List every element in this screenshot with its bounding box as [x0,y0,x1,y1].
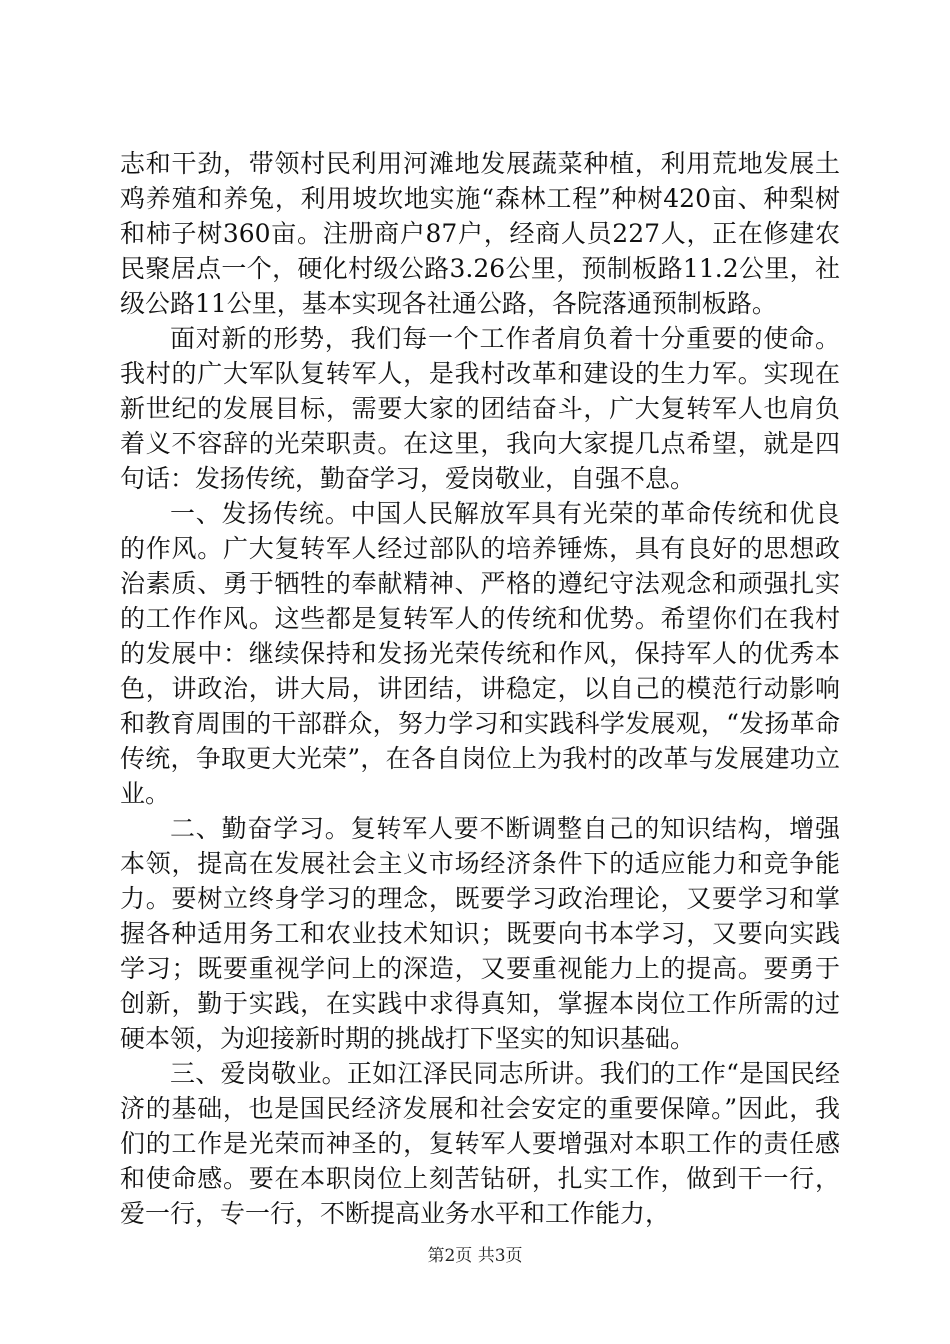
paragraph-study: 二、勤奋学习。复转军人要不断调整自己的知识结构，增强本领，提高在发展社会主义市场经济条件下的适应能力和竞争能力。要树立终身学习的理念，既要学习政治理论，又要学习和掌握各种适用务工和农业技术知识；既要向书本学习，又要向实践学习；既要重视学问上的深造，又要重视能力上的提高。要勇于创新，勤于实践，在实践中求得真知，掌握本岗位工作所需的过硬本领，为迎接新时期的挑战打下坚实的知识基础。 [120,814,840,1053]
paragraph-mission: 面对新的形势，我们每一个工作者肩负着十分重要的使命。我村的广大军队复转军人，是我村改革和建设的生力军。实现在新世纪的发展目标，需要大家的团结奋斗，广大复转军人也肩负着义不容辞的光荣职责。在这里，我向大家提几点希望，就是四句话：发扬传统，勤奋学习，爱岗敬业，自强不息。 [120,324,840,493]
page-number-footer: 第2页 共3页 [427,1246,523,1266]
paragraph-dedication: 三、爱岗敬业。正如江泽民同志所讲。我们的工作“是国民经济的基础，也是国民经济发展和社会安定的重要保障。”因此，我们的工作是光荣而神圣的，复转军人要增强对本职工作的责任感和使命感。要在本职岗位上刻苦钻研，扎实工作，做到干一行，爱一行，专一行，不断提高业务水平和工作能力， [120,1059,840,1228]
paragraph-continuation: 志和干劲，带领村民利用河滩地发展蔬菜种植，利用荒地发展土鸡养殖和养兔，利用坡坎地实施“森林工程”种树420亩、种梨树和柿子树360亩。注册商户87户，经商人员227人，正在修建农民聚居点一个，硬化村级公路3.26公里，预制板路11.2公里，社级公路11公里，基本实现各社通公路，各院落通预制板路。 [120,149,840,318]
document-body [120,146,840,1231]
paragraph-tradition: 一、发扬传统。中国人民解放军具有光荣的革命传统和优良的作风。广大复转军人经过部队的培养锤炼，具有良好的思想政治素质、勇于牺牲的奉献精神、严格的遵纪守法观念和顽强扎实的工作作风。这些都是复转军人的传统和优势。希望你们在我村的发展中：继续保持和发扬光荣传统和作风，保持军人的优秀本色，讲政治，讲大局，讲团结，讲稳定，以自己的模范行动影响和教育周围的干部群众，努力学习和实践科学发展观，“发扬革命传统，争取更大光荣”，在各自岗位上为我村的改革与发展建功立业。 [120,499,840,808]
